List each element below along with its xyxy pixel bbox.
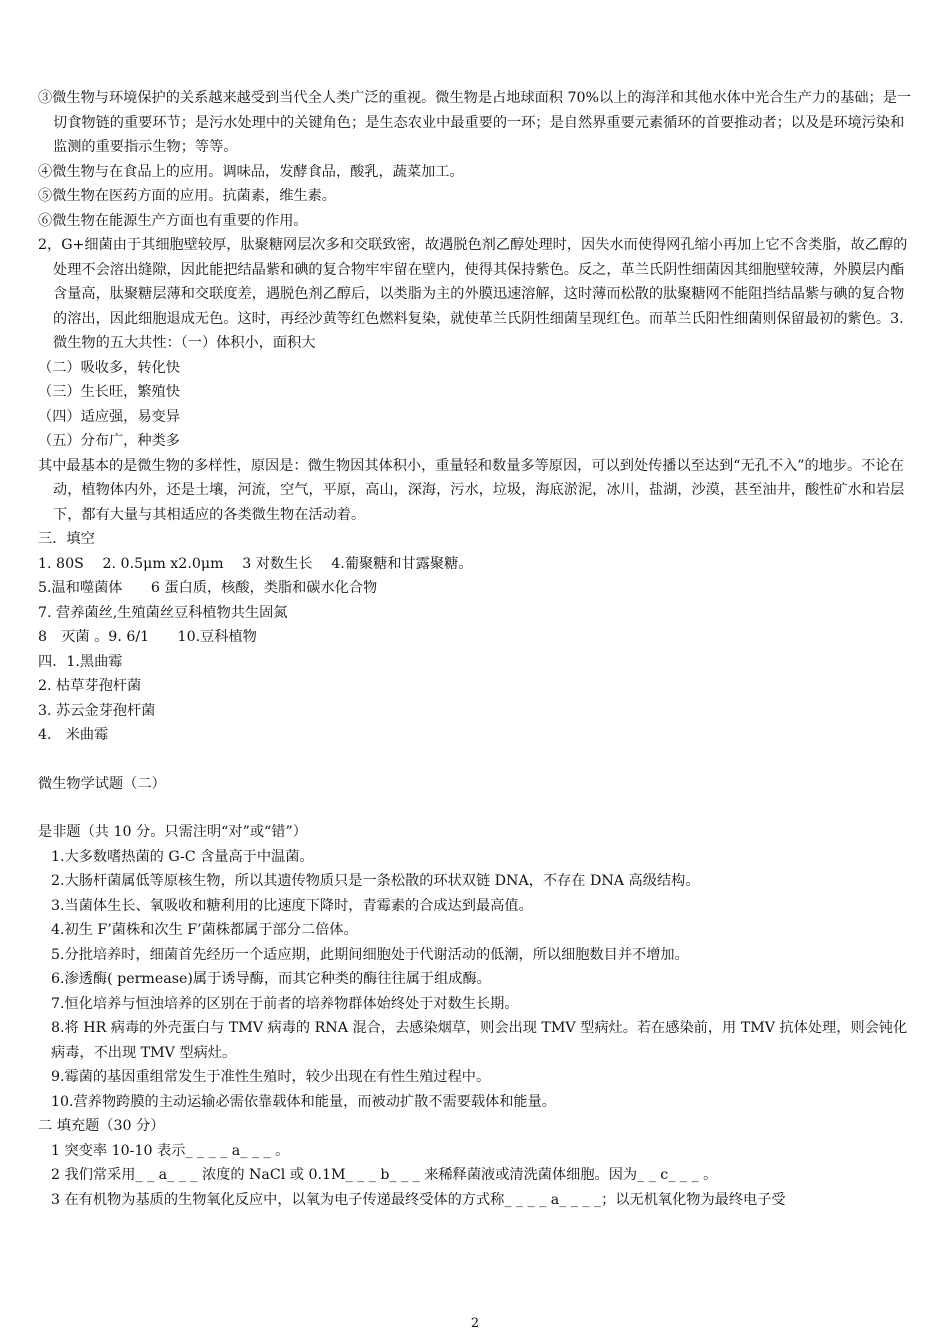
tf-item: 4.初生 F’菌株和次生 F’菌株都属于部分二倍体。 — [51, 922, 358, 938]
trait-item: （五）分布广，种类多 — [38, 433, 180, 449]
fill-answer-line: 8 灭菌 。9. 6/1 10.豆科植物 — [38, 629, 257, 645]
tf-item: 1.大多数嗜热菌的 G-C 含量高于中温菌。 — [51, 848, 314, 865]
blank-heading: 二 填充题（30 分） — [38, 1118, 165, 1134]
tf-item: 3.当菌体生长、氧吸收和糖利用的比速度下降时，青霉素的合成达到最高值。 — [51, 897, 533, 914]
paragraph-gram-stain: 2，G+细菌由于其细胞壁较厚，肽聚糖网层次多和交联致密，故遇脱色剂乙醇处理时，因失水而使得网孔缩小再加上它不含类脂，故乙醇的处理不会溶出缝隙，因此能把结晶紫和碘的复合物牢牢留在壁内，使得其保持紫色。反之，革兰氏阴性细菌因其细胞壁较薄，外膜层内酯含量高，肽聚糖层薄和交联度差，遇脱色剂乙醇后，以类脂为主的外膜迅速溶解，这时薄而松散的肽聚糖网不能阻挡结晶紫与碘的复合物的溶出，因此细胞退成无色。这时，再经沙黄等红色燃料复染，就使革兰氏阴性细菌呈现红色。而革兰氏阳性细菌则保留最初的紫色。3. 微生物的五大共性：（一）体积小，面积大 — [38, 237, 908, 351]
paragraph-food-use: ④微生物与在食品上的应用。调味品，发酵食品，酸乳，蔬菜加工。 — [38, 163, 464, 180]
trait-item: （四）适应强，易变异 — [38, 408, 180, 425]
paragraph-energy-use: ⑥微生物在能源生产方面也有重要的作用。 — [38, 212, 308, 229]
section4-line: 4. 米曲霉 — [38, 727, 109, 743]
fill-answer-line: 7. 营养菌丝,生殖菌丝豆科植物共生固氮 — [38, 604, 288, 621]
section4-line: 3. 苏云金芽孢杆菌 — [38, 702, 156, 719]
tf-item: 5.分批培养时，细菌首先经历一个适应期，此期间细胞处于代谢活动的低潮，所以细胞数目并不增加。 — [51, 946, 689, 963]
paragraph-env-protection: ③微生物与环境保护的关系越来越受到当代全人类广泛的重视。微生物是占地球面积 70%以上的海洋和其他水体中光合生产力的基础；是一切食物链的重要环节；是污水处理中的关键角色；是生态农业中最重要的一环；是自然界重要元素循环的首要推动者；以及是环境污染和监测的重要指示生物；等等。 — [38, 90, 912, 155]
section4-line: 2. 枯草芽孢杆菌 — [38, 678, 142, 694]
document-page — [38, 86, 916, 1212]
tf-item: 8.将 HR 病毒的外壳蛋白与 TMV 病毒的 RNA 混合，去感染烟草，则会出现 TMV 型病灶。若在感染前，用 TMV 抗体处理，则会钝化病毒，不出现 TMV 型病灶。 — [51, 1020, 908, 1061]
tf-item: 2.大肠杆菌属低等原核生物，所以其遗传物质只是一条松散的环状双链 DNA，不存在 DNA 高级结构。 — [51, 873, 700, 889]
tf-heading: 是非题（共 10 分。只需注明“对”或“错”） — [38, 824, 307, 840]
trait-item: （三）生长旺，繁殖快 — [38, 384, 180, 400]
fill-answer-line: 1. 80S 2. 0.5μm x2.0μm 3 对数生长 4.葡聚糖和甘露聚糖。 — [38, 555, 473, 572]
fill-answer-line: 5.温和噬菌体 6 蛋白质，核酸，类脂和碳水化合物 — [38, 580, 378, 596]
tf-item: 10.营养物跨膜的主动运输必需依靠载体和能量，而被动扩散不需要载体和能量。 — [51, 1093, 556, 1110]
blank-item: 2 我们常采用_ _ a_ _ _ 浓度的 NaCl 或 0.1M_ _ _ b_ _ _ 来稀释菌液或清洗菌体细胞。因为_ _ c_ _ _ 。 — [51, 1167, 718, 1183]
paragraph-medicine-use: ⑤微生物在医药方面的应用。抗菌素，维生素。 — [38, 188, 336, 204]
spacer — [38, 748, 916, 772]
blank-item: 3 在有机物为基质的生物氧化反应中，以氧为电子传递最终受体的方式称_ _ _ _ a_ _ _ _；以无机氧化物为最终电子受 — [51, 1191, 786, 1208]
section4-line: 四．1.黑曲霉 — [38, 653, 123, 670]
blank-item: 1 突变率 10-10 表示_ _ _ _ a_ _ _ 。 — [51, 1142, 290, 1159]
tf-item: 6.渗透酶( permease)属于诱导酶，而其它种类的酶往往属于组成酶。 — [51, 971, 491, 987]
fill-heading: 三．填空 — [38, 531, 95, 547]
exam-title: 微生物学试题（二） — [38, 775, 166, 792]
trait-item: （二）吸收多，转化快 — [38, 359, 180, 376]
tf-item: 9.霉菌的基因重组常发生于准性生殖时，较少出现在有性生殖过程中。 — [51, 1069, 491, 1085]
tf-item: 7.恒化培养与恒浊培养的区别在于前者的培养物群体始终处于对数生长期。 — [51, 995, 519, 1012]
spacer — [38, 796, 916, 820]
paragraph-diversity: 其中最基本的是微生物的多样性，原因是：微生物因其体积小，重量轻和数量多等原因，可以到处传播以至达到“无孔不入”的地步。不论在动，植物体内外，还是土壤，河流，空气，平原，高山，深海，污水，垃圾，海底淤泥，冰川，盐湖，沙漠，甚至油井，酸性矿水和岩层下，都有大量与其相适应的各类微生物在活动着。 — [38, 457, 905, 523]
page-number: 2 — [470, 1316, 480, 1331]
